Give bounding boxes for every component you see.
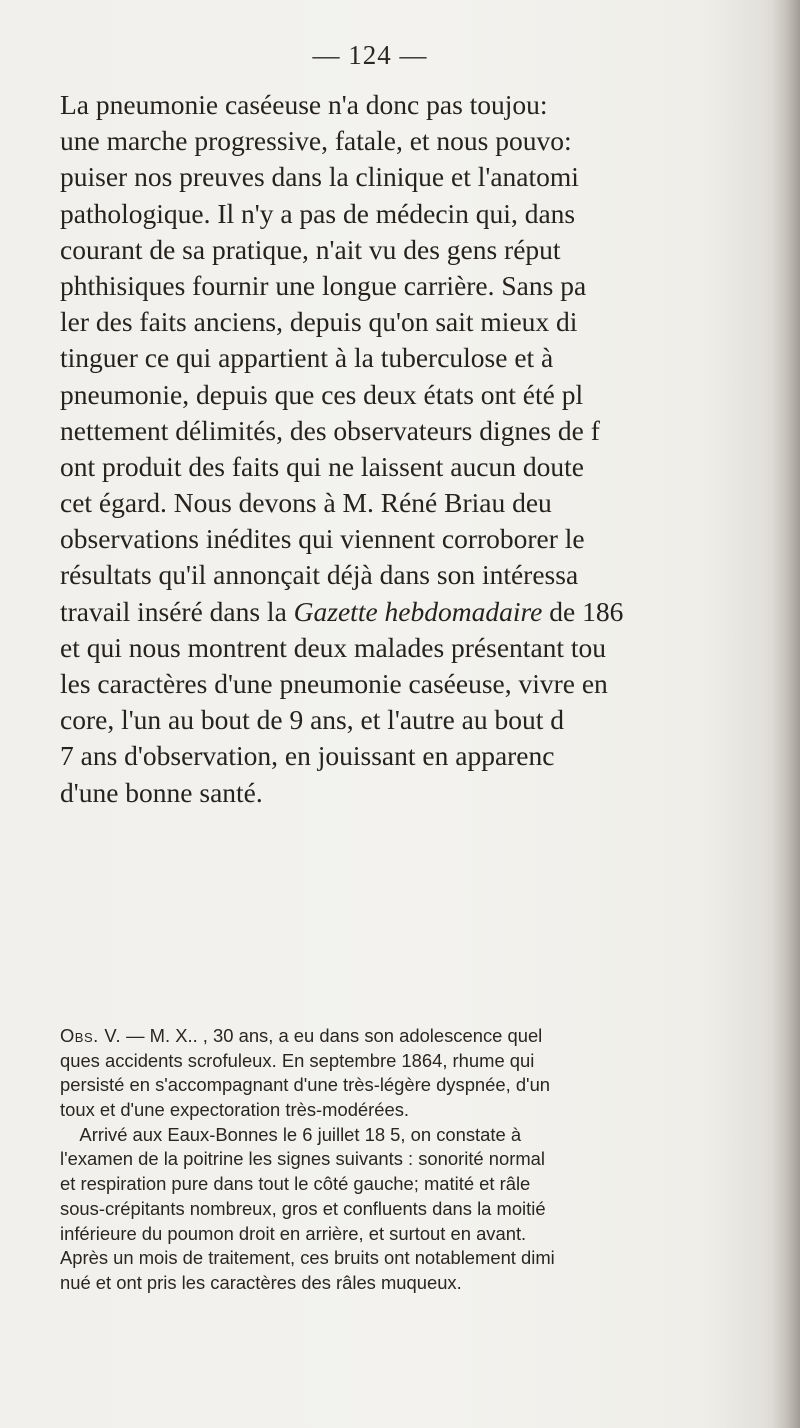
text-line: 7 ans d'observation, en jouissant en apparenc xyxy=(60,740,555,772)
text-line: courant de sa pratique, n'ait vu des gens réput xyxy=(60,233,561,265)
text-line: les caractères d'une pneumonie caséeuse, vivre en xyxy=(60,668,608,699)
observation-line: sous-crépitants nombreux, gros et confluents dans la moitié xyxy=(60,1197,546,1219)
page-number: — 124 — xyxy=(312,40,428,70)
observation-line: Après un mois de traitement, ces bruits ont notablement dimi xyxy=(60,1247,555,1269)
main-paragraph xyxy=(60,87,800,811)
text-line: d'une bonne santé. xyxy=(60,776,263,808)
text-line: cet égard. Nous devons à M. Réné Briau deu xyxy=(60,487,552,519)
text-line: puiser nos preuves dans la clinique et l'anatomi xyxy=(60,161,579,193)
text-segment: de 186 xyxy=(542,595,624,627)
observation-line: toux et d'une expectoration très-modérées. xyxy=(60,1099,410,1121)
observation-label: Obs. V. xyxy=(60,1025,122,1046)
text-line: ler des faits anciens, depuis qu'on sait mieux di xyxy=(60,306,578,338)
observation-line: inférieure du poumon droit en arrière, et surtout en avant. xyxy=(60,1222,527,1244)
text-line: phthisiques fournir une longue carrière. Sans pa xyxy=(60,269,587,301)
journal-title: Gazette hebdomadaire xyxy=(293,595,543,627)
text-line: ont produit des faits qui ne laissent aucun doute xyxy=(60,450,584,482)
text-segment: — M. X.. , 30 ans, a eu dans son adolescence quel xyxy=(121,1025,543,1046)
observation-block xyxy=(60,1024,800,1296)
text-line: tinguer ce qui appartient à la tuberculose et à xyxy=(60,342,554,374)
text-line: observations inédites qui viennent corroborer le xyxy=(60,523,585,555)
text-line-with-citation xyxy=(60,594,800,630)
observation-line: persisté en s'accompagnant d'une très-légère dyspnée, d'un xyxy=(60,1074,551,1096)
text-segment: travail inséré dans la xyxy=(60,595,294,627)
observation-line: et respiration pure dans tout le côté gauche; matité et râle xyxy=(60,1173,531,1195)
observation-line xyxy=(60,1024,800,1049)
text-line: core, l'un au bout de 9 ans, et l'autre au bout d xyxy=(60,704,564,736)
observation-line: ques accidents scrofuleux. En septembre 1864, rhume qui xyxy=(60,1049,535,1071)
text-line: pathologique. Il n'y a pas de médecin qui, dans xyxy=(60,197,576,229)
text-line: nettement délimités, des observateurs dignes de f xyxy=(60,414,600,446)
text-line: pneumonie, depuis que ces deux états ont été pl xyxy=(60,378,584,410)
text-line: résultats qu'il annonçait déjà dans son intéressa xyxy=(60,559,579,591)
text-line: La pneumonie caséeuse n'a donc pas toujou: xyxy=(60,89,548,120)
observation-line: l'examen de la poitrine les signes suivants : sonorité normal xyxy=(60,1148,545,1170)
text-line: une marche progressive, fatale, et nous pouvo: xyxy=(60,125,572,157)
observation-line: Arrivé aux Eaux-Bonnes le 6 juillet 18 5, on constate à xyxy=(60,1123,522,1145)
text-line: et qui nous montrent deux malades présentant tou xyxy=(60,631,607,663)
observation-line: nué et ont pris les caractères des râles muqueux. xyxy=(60,1271,462,1293)
